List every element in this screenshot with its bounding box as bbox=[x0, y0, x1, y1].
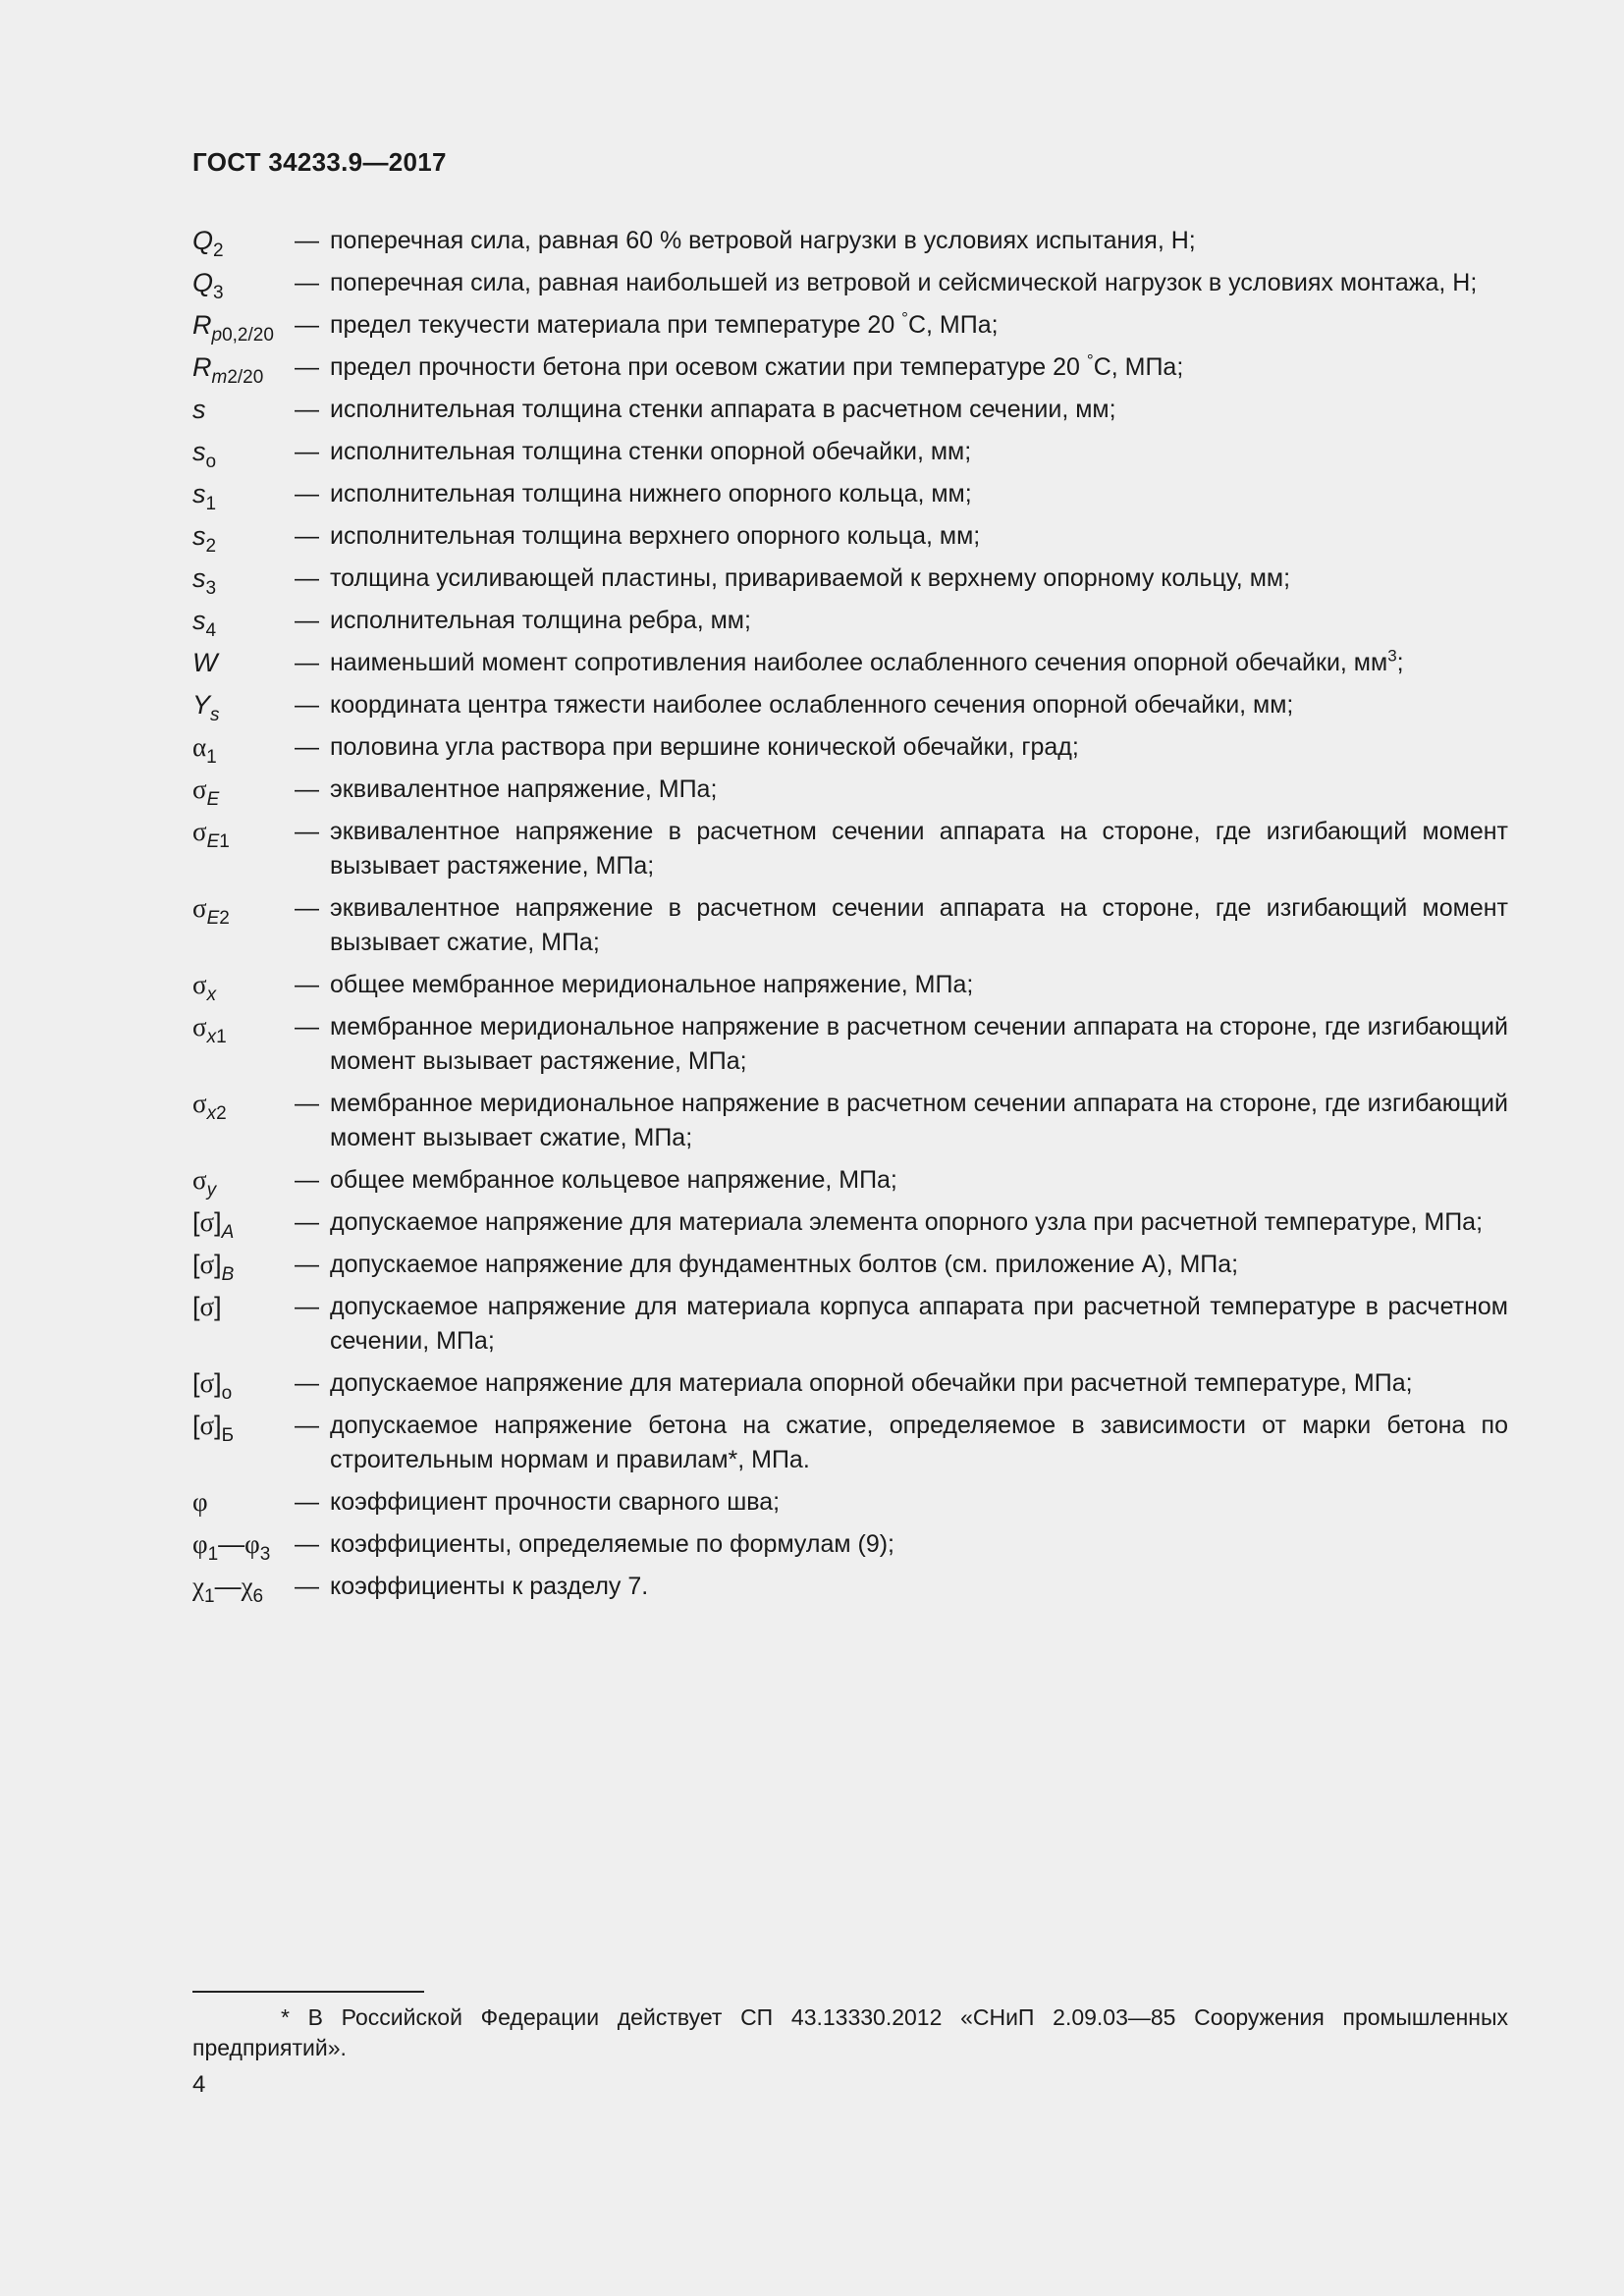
degree-sign: ° bbox=[1086, 350, 1094, 370]
dash: — bbox=[295, 1488, 319, 1516]
symbol-s1: $s_1$ bbox=[192, 479, 217, 514]
definition-row bbox=[192, 891, 1508, 960]
symbol-q3: $Q_3$ bbox=[192, 268, 224, 303]
definition-text: предел текучести материала при температуре 20 °С, МПа; bbox=[330, 308, 999, 339]
definition-row bbox=[192, 561, 1508, 599]
dash: — bbox=[295, 894, 319, 922]
definition-text: половина угла раствора при вершине конической обечайки, град; bbox=[330, 733, 1079, 761]
symbol-sigma-concrete: $[\sigma]_Б$ bbox=[192, 1411, 235, 1446]
definition-text: исполнительная толщина стенки опорной обечайки, мм; bbox=[330, 438, 972, 465]
symbol-alpha1: $\alpha_1$ bbox=[192, 732, 217, 768]
symbol-sigma-e: $\sigma_E$ bbox=[192, 774, 220, 810]
definition-text: поперечная сила, равная наибольшей из ветровой и сейсмической нагрузок в условиях монтажа, Н; bbox=[330, 269, 1478, 296]
dash: — bbox=[295, 396, 319, 423]
dash: — bbox=[295, 607, 319, 634]
dash: — bbox=[295, 691, 319, 719]
symbol-rm2-20: $R_{m2/20}$ bbox=[192, 352, 264, 388]
definition-text: эквивалентное напряжение в расчетном сечении аппарата на стороне, где изгибающий момент вызывает растяжение, МПа; bbox=[330, 818, 1508, 880]
definition-text: толщина усиливающей пластины, привариваемой к верхнему опорному кольцу, мм; bbox=[330, 564, 1291, 592]
definition-row bbox=[192, 730, 1508, 768]
definition-text: допускаемое напряжение для материала опорной обечайки при расчетной температуре, МПа; bbox=[330, 1369, 1413, 1397]
dash: — bbox=[295, 1369, 319, 1397]
symbol-sigma-b: $[\sigma]_B$ bbox=[192, 1250, 235, 1285]
definition-text: наименьший момент сопротивления наиболее ослабленного сечения опорной обечайки, $мм^3$; bbox=[330, 646, 1404, 676]
definition-row bbox=[192, 519, 1508, 557]
exponent: 3 bbox=[1387, 646, 1397, 666]
definition-row bbox=[192, 308, 1508, 346]
dash: — bbox=[295, 522, 319, 550]
dash: — bbox=[295, 311, 319, 339]
dash: — bbox=[295, 1208, 319, 1236]
dash: — bbox=[295, 1251, 319, 1278]
definition-row bbox=[192, 224, 1508, 261]
dash: — bbox=[295, 1166, 319, 1194]
definition-row bbox=[192, 477, 1508, 514]
definition-text: исполнительная толщина нижнего опорного кольца, мм; bbox=[330, 480, 972, 507]
definition-row bbox=[192, 350, 1508, 388]
symbol-chi1-chi6: $\chi_1—\chi_6$ bbox=[192, 1572, 264, 1607]
definition-row bbox=[192, 1570, 1508, 1607]
definition-row bbox=[192, 1366, 1508, 1404]
definition-text: предел прочности бетона при осевом сжатии при температуре 20 °С, МПа; bbox=[330, 350, 1184, 381]
dash: — bbox=[295, 269, 319, 296]
definition-row bbox=[192, 968, 1508, 1005]
definition-row bbox=[192, 1290, 1508, 1359]
footnote: * В Российской Федерации действует СП 43.13330.2012 «СНиП 2.09.03—85 Сооружения промышленных предприятий». bbox=[192, 2004, 1508, 2060]
page-number: 4 bbox=[192, 2071, 206, 2098]
symbol-sigma: [σ] bbox=[192, 1292, 222, 1321]
dash: — bbox=[295, 353, 319, 381]
document-header: ГОСТ 34233.9—2017 bbox=[192, 147, 447, 177]
definition-row bbox=[192, 1409, 1508, 1477]
definition-row bbox=[192, 815, 1508, 883]
definition-row bbox=[192, 1485, 1508, 1520]
dash: — bbox=[295, 1412, 319, 1439]
definition-text: эквивалентное напряжение, МПа; bbox=[330, 775, 718, 803]
dash: — bbox=[295, 971, 319, 998]
symbol-s3: $s_3$ bbox=[192, 563, 217, 599]
definition-text: координата центра тяжести наиболее ослабленного сечения опорной обечайки, мм; bbox=[330, 691, 1294, 719]
dash: — bbox=[295, 1293, 319, 1320]
definitions-list bbox=[192, 224, 1508, 1612]
definition-text: мембранное меридиональное напряжение в расчетном сечении аппарата на стороне, где изгибающий момент вызывает растяжение, МПа; bbox=[330, 1013, 1508, 1075]
definition-row bbox=[192, 1527, 1508, 1565]
dash: — bbox=[295, 564, 319, 592]
definition-text: общее мембранное меридиональное напряжение, МПа; bbox=[330, 971, 974, 998]
dash: — bbox=[295, 818, 319, 845]
definition-text: исполнительная толщина ребра, мм; bbox=[330, 607, 751, 634]
definition-text: допускаемое напряжение для материала элемента опорного узла при расчетной температуре, МПа; bbox=[330, 1208, 1484, 1236]
symbol-sigma-x2: $\sigma_{x2}$ bbox=[192, 1089, 227, 1124]
definition-row bbox=[192, 688, 1508, 725]
definition-row bbox=[192, 1087, 1508, 1155]
symbol-phi: φ bbox=[192, 1487, 208, 1517]
definition-row bbox=[192, 1010, 1508, 1079]
symbol-ys: $Y_s$ bbox=[192, 690, 220, 725]
definition-row bbox=[192, 1163, 1508, 1201]
dash: — bbox=[295, 227, 319, 254]
definition-text: эквивалентное напряжение в расчетном сечении аппарата на стороне, где изгибающий момент вызывает сжатие, МПа; bbox=[330, 894, 1508, 956]
degree-sign: ° bbox=[901, 308, 908, 328]
definition-text: мембранное меридиональное напряжение в расчетном сечении аппарата на стороне, где изгибающий момент вызывает сжатие, МПа; bbox=[330, 1090, 1508, 1151]
definition-text: поперечная сила, равная 60 % ветровой нагрузки в условиях испытания, Н; bbox=[330, 227, 1196, 254]
dash: — bbox=[295, 775, 319, 803]
dash: — bbox=[295, 1573, 319, 1600]
definition-text: допускаемое напряжение бетона на сжатие, определяемое в зависимости от марки бетона по строительным нормам и правилам*, МПа. bbox=[330, 1412, 1508, 1473]
definition-row bbox=[192, 393, 1508, 427]
symbol-so: $s_о$ bbox=[192, 437, 217, 472]
definition-text: коэффициенты, определяемые по формулам (9); bbox=[330, 1530, 894, 1558]
definition-row bbox=[192, 773, 1508, 810]
footnote-divider bbox=[192, 1991, 424, 1993]
symbol-s4: $s_4$ bbox=[192, 606, 217, 641]
symbol-s: s bbox=[192, 395, 206, 424]
symbol-sigma-x: $\sigma_x$ bbox=[192, 970, 217, 1005]
definition-text: общее мембранное кольцевое напряжение, МПа; bbox=[330, 1166, 897, 1194]
symbol-rp02-20: $R_{p0,2/20}$ bbox=[192, 310, 274, 346]
dash: — bbox=[295, 649, 319, 676]
dash: — bbox=[295, 1013, 319, 1041]
dash: — bbox=[295, 1530, 319, 1558]
definition-row bbox=[192, 646, 1508, 680]
definition-row bbox=[192, 435, 1508, 472]
dash: — bbox=[295, 438, 319, 465]
definition-row bbox=[192, 1248, 1508, 1285]
definition-text: допускаемое напряжение для фундаментных болтов (см. приложение А), МПа; bbox=[330, 1251, 1239, 1278]
definition-text: коэффициенты к разделу 7. bbox=[330, 1573, 649, 1600]
dash: — bbox=[295, 733, 319, 761]
symbol-sigma-e2: $\sigma_{E2}$ bbox=[192, 893, 230, 929]
definition-text: коэффициент прочности сварного шва; bbox=[330, 1488, 781, 1516]
symbol-q2: $Q_2$ bbox=[192, 226, 224, 261]
definition-text: исполнительная толщина стенки аппарата в расчетном сечении, мм; bbox=[330, 396, 1116, 423]
definition-text: исполнительная толщина верхнего опорного кольца, мм; bbox=[330, 522, 981, 550]
symbol-sigma-o: $[\sigma]_о$ bbox=[192, 1368, 233, 1404]
symbol-phi1-phi3: $\varphi_1—\varphi_3$ bbox=[192, 1529, 271, 1565]
symbol-sigma-x1: $\sigma_{x1}$ bbox=[192, 1012, 227, 1047]
dash: — bbox=[295, 1090, 319, 1117]
symbol-sigma-e1: $\sigma_{E1}$ bbox=[192, 817, 230, 852]
symbol-w: W bbox=[192, 648, 218, 677]
dash: — bbox=[295, 480, 319, 507]
symbol-s2: $s_2$ bbox=[192, 521, 217, 557]
symbol-sigma-y: $\sigma_y$ bbox=[192, 1165, 217, 1201]
definition-row bbox=[192, 266, 1508, 303]
definition-text: допускаемое напряжение для материала корпуса аппарата при расчетной температуре в расчетном сечении, МПа; bbox=[330, 1293, 1508, 1355]
definition-row bbox=[192, 604, 1508, 641]
symbol-sigma-a: $[\sigma]_A$ bbox=[192, 1207, 235, 1243]
definition-row bbox=[192, 1205, 1508, 1243]
